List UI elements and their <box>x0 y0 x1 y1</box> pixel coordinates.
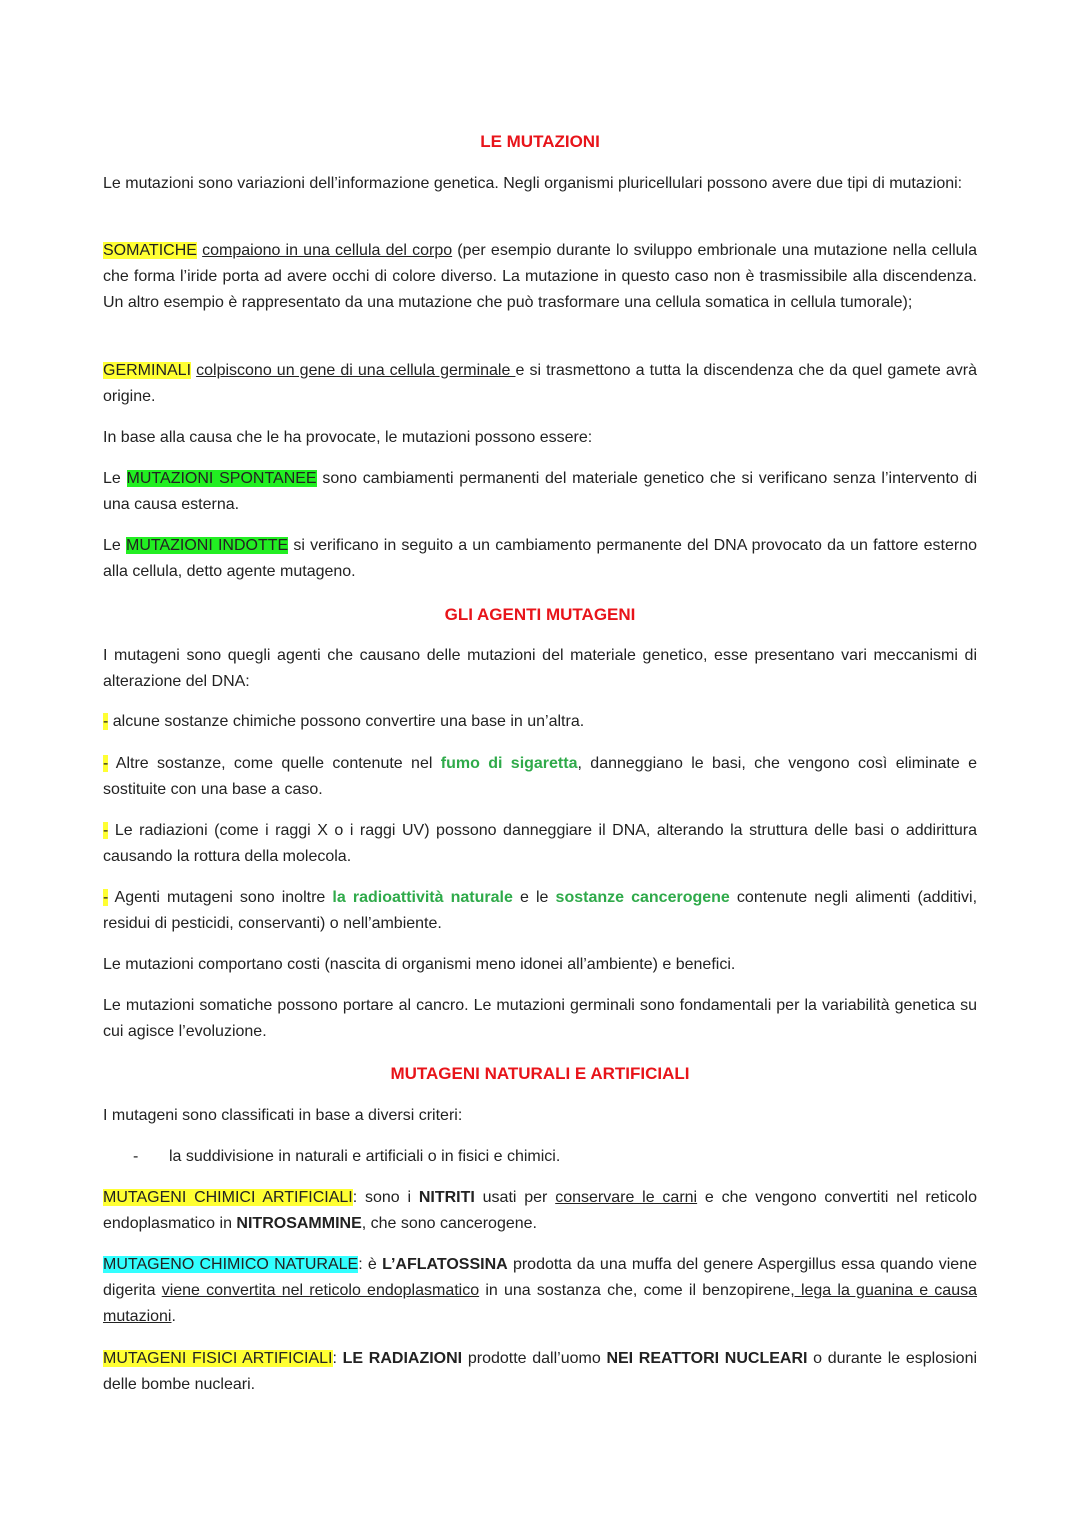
body-text: e si trasmettono a tutta la discendenza che da quel gamete avrà origine. <box>103 362 978 405</box>
bold-aflatossina: L’AFLATOSSINA <box>382 1256 508 1273</box>
agenti-item-2 <box>103 751 977 803</box>
bold-nitriti: NITRITI <box>418 1189 475 1206</box>
underlined-text: colpiscono un gene di una cellula germinale <box>196 362 516 379</box>
bold-nitrosammine: NITROSAMMINE <box>236 1215 362 1232</box>
term-chimico-naturale: MUTAGENO CHIMICO NATURALE <box>103 1256 359 1273</box>
agenti-item-1 <box>103 709 977 735</box>
list-item <box>103 1144 977 1170</box>
intro-paragraph: Le mutazioni sono variazioni dell’informazione genetica. Negli organismi pluricellulari possono avere due tipi di mutazioni: <box>103 175 963 192</box>
paragraph-costi: Le mutazioni comportano costi (nascita di organismi meno idonei all’ambiente) e benefici. <box>103 956 736 973</box>
heading-le-mutazioni: LE MUTAZIONI <box>480 132 600 151</box>
body-text: Le <box>103 537 126 554</box>
green-term-fumo: fumo di sigaretta <box>440 755 578 772</box>
paragraph-somatiche <box>103 238 977 316</box>
underlined-text: compaiono in una cellula del corpo <box>202 242 453 259</box>
body-text: Agenti mutageni sono inoltre <box>108 889 333 906</box>
list-item-text: la suddivisione in naturali e artificiali o in fisici e chimici. <box>169 1148 561 1165</box>
term-somatiche: SOMATICHE <box>103 242 197 259</box>
body-text: e che vengono convertiti nel reticolo endoplasmatico in <box>103 1189 978 1232</box>
body-text: : è <box>358 1256 383 1273</box>
dash-marker: - <box>103 755 109 772</box>
body-text: Le radiazioni (come i raggi X o i raggi UV) possono danneggiare il DNA, alterando la struttura delle basi o addirittura causando la rottura della molecola. <box>103 822 977 865</box>
term-germinali: GERMINALI <box>103 362 192 379</box>
body-text: e le <box>512 889 556 906</box>
term-mutazioni-spontanee: MUTAZIONI SPONTANEE <box>126 470 317 487</box>
body-text: . <box>171 1308 176 1325</box>
dash-bullet: - <box>133 1148 139 1165</box>
body-text: Altre sostanze, come quelle contenute nel <box>108 755 441 772</box>
dash-marker: - <box>103 713 109 730</box>
underlined-text: , lega la guanina e causa mutazioni <box>103 1282 978 1325</box>
paragraph-indotte <box>103 533 977 585</box>
body-text: in una sostanza che, come il benzopirene <box>479 1282 791 1299</box>
bold-radiazioni: LE RADIAZIONI <box>342 1350 463 1367</box>
term-mutazioni-indotte: MUTAZIONI INDOTTE <box>125 537 289 554</box>
paragraph-chimico-naturale <box>103 1252 977 1330</box>
body-text: Le <box>103 470 127 487</box>
body-text: , danneggiano le basi, che vengono così eliminate e sostituite con una base a caso. <box>103 755 978 798</box>
term-chimici-artificiali: MUTAGENI CHIMICI ARTIFICIALI <box>103 1189 353 1206</box>
body-text: : sono i <box>352 1189 419 1206</box>
agenti-item-4 <box>103 885 977 937</box>
green-term-radioattivita: la radioattività naturale <box>332 889 513 906</box>
body-text: usati per <box>474 1189 556 1206</box>
body-text: prodotte dall’uomo <box>462 1350 607 1367</box>
agenti-item-3 <box>103 818 977 870</box>
body-text: alcune sostanze chimiche possono convertire una base in un’altra. <box>108 713 585 730</box>
heading-agenti-mutageni: GLI AGENTI MUTAGENI <box>444 605 636 624</box>
paragraph-spontanee <box>103 466 977 518</box>
green-term-cancerogene: sostanze cancerogene <box>555 889 730 906</box>
paragraph-germinali <box>103 358 977 410</box>
paragraph-causa-intro: In base alla causa che le ha provocate, le mutazioni possono essere: <box>103 429 593 446</box>
dash-marker: - <box>103 822 109 839</box>
paragraph-agenti-intro: I mutageni sono quegli agenti che causano delle mutazioni del materiale genetico, esse presentano vari meccanismi di alterazione del DNA: <box>103 647 977 690</box>
paragraph-criteri: I mutageni sono classificati in base a diversi criteri: <box>103 1107 463 1124</box>
body-text: prodotta da una muffa del genere Aspergillus essa quando viene digerita <box>103 1256 978 1299</box>
paragraph-chimici-artificiali <box>103 1185 977 1237</box>
body-text: si verificano in seguito a un cambiamento permanente del DNA provocato da un fattore esterno alla cellula, detto agente mutageno. <box>103 537 978 580</box>
bold-reattori-nucleari: NEI REATTORI NUCLEARI <box>606 1350 808 1367</box>
body-text: (per esempio durante lo sviluppo embrionale una mutazione nella cellula che forma l’iride porta ad avere occhi di colore diverso. La mutazione in questo caso non è trasmissibile alla discendenza. Un altro esempio è rappresentato da una mutazione che può trasformare una cellula somatica in cellula tumorale); <box>103 242 978 311</box>
body-text: contenute negli alimenti (additivi, residui di pesticidi, conservanti) o nell’ambiente. <box>103 889 978 932</box>
term-fisici-artificiali: MUTAGENI FISICI ARTIFICIALI <box>103 1350 333 1367</box>
body-text: , che sono cancerogene. <box>361 1215 537 1232</box>
paragraph-cancro: Le mutazioni somatiche possono portare al cancro. Le mutazioni germinali sono fondamentali per la variabilità genetica su cui agisce l’evoluzione. <box>103 997 977 1040</box>
paragraph-fisici-artificiali <box>103 1346 977 1398</box>
body-text: o durante le esplosioni delle bombe nucleari. <box>103 1350 978 1393</box>
dash-marker: - <box>103 889 109 906</box>
body-text: : <box>332 1350 343 1367</box>
body-text: sono cambiamenti permanenti del materiale genetico che si verificano senza l’intervento di una causa esterna. <box>103 470 978 513</box>
underlined-text: conservare le carni <box>555 1189 698 1206</box>
heading-mutageni-naturali-artificiali: MUTAGENI NATURALI E ARTIFICIALI <box>390 1064 690 1083</box>
underlined-text: viene convertita nel reticolo endoplasmatico <box>161 1282 480 1299</box>
